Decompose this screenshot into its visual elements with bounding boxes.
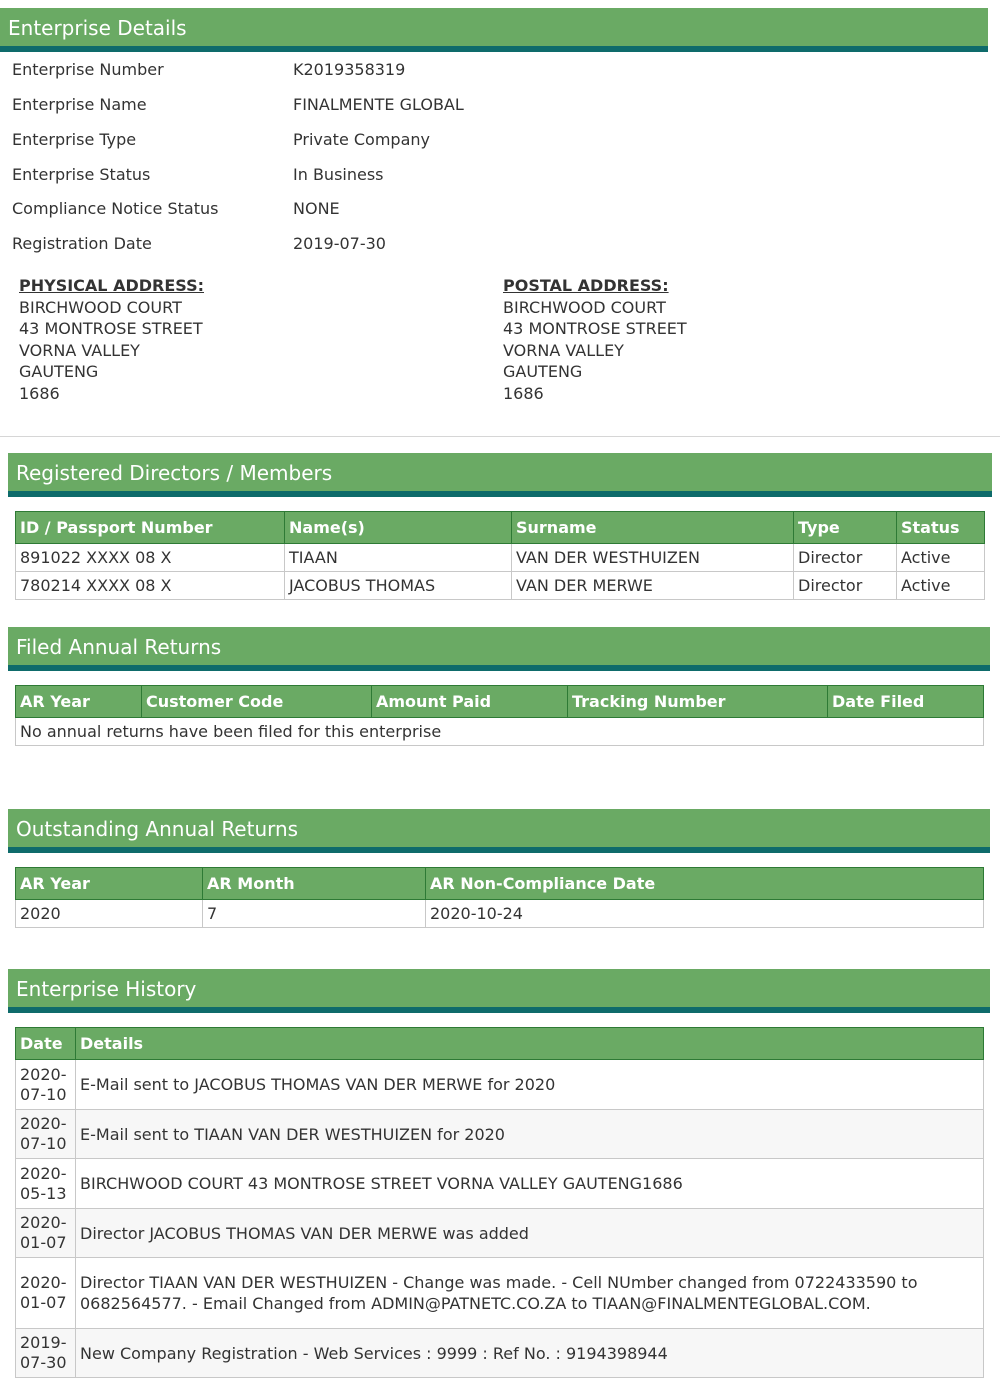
table-cell: VAN DER MERWE bbox=[512, 572, 794, 600]
empty-message: No annual returns have been filed for this enterprise bbox=[16, 718, 984, 746]
postal-address bbox=[503, 275, 687, 404]
table-cell: 780214 XXXX 08 X bbox=[16, 572, 285, 600]
column-header: Name(s) bbox=[285, 512, 512, 544]
history-details: E-Mail sent to JACOBUS THOMAS VAN DER MERWE for 2020 bbox=[76, 1060, 984, 1110]
date-part: 01-07 bbox=[20, 1293, 67, 1312]
table-row bbox=[16, 1110, 984, 1159]
physical-address bbox=[19, 275, 204, 404]
address-line: 43 MONTROSE STREET bbox=[19, 319, 203, 338]
field-value: FINALMENTE GLOBAL bbox=[293, 95, 464, 114]
history-details: Director JACOBUS THOMAS VAN DER MERWE was added bbox=[76, 1209, 984, 1258]
postal-address-heading: POSTAL ADDRESS: bbox=[503, 276, 669, 295]
date-part: 2020- bbox=[20, 1163, 67, 1183]
section-title: Enterprise History bbox=[16, 977, 197, 1001]
history-date bbox=[16, 1329, 76, 1378]
outstanding-returns-table bbox=[15, 867, 984, 928]
field-value: K2019358319 bbox=[293, 60, 406, 79]
date-part: 2019- bbox=[20, 1333, 67, 1352]
history-details: BIRCHWOOD COURT 43 MONTROSE STREET VORNA VALLEY GAUTENG1686 bbox=[76, 1159, 984, 1209]
table-row bbox=[16, 1329, 984, 1378]
table-row bbox=[16, 544, 985, 572]
enterprise-details-header bbox=[0, 8, 988, 52]
history-date bbox=[16, 1258, 76, 1329]
field-value: 2019-07-30 bbox=[293, 234, 386, 253]
column-header: AR Non-Compliance Date bbox=[426, 868, 984, 900]
history-details: New Company Registration - Web Services : 9999 : Ref No. : 9194398944 bbox=[76, 1329, 984, 1378]
section-title: Enterprise Details bbox=[8, 16, 187, 40]
history-details: Director TIAAN VAN DER WESTHUIZEN - Change was made. - Cell NUmber changed from 0722433590 to 0682564577. - Email Changed from ADMIN@PATNETC.CO.ZA to TIAAN@FINALMENTEGLOBAL.COM. bbox=[76, 1258, 984, 1329]
table-row bbox=[16, 1159, 984, 1209]
column-header: ID / Passport Number bbox=[16, 512, 285, 544]
history-date bbox=[16, 1060, 76, 1110]
date-part: 01-07 bbox=[20, 1233, 67, 1252]
table-cell: VAN DER WESTHUIZEN bbox=[512, 544, 794, 572]
column-header: Details bbox=[76, 1028, 984, 1060]
address-line: 43 MONTROSE STREET bbox=[503, 319, 687, 338]
table-row bbox=[16, 718, 984, 746]
physical-address-heading: PHYSICAL ADDRESS: bbox=[19, 276, 204, 295]
field-label: Enterprise Number bbox=[12, 60, 164, 79]
history-date bbox=[16, 1159, 76, 1209]
column-header: Type bbox=[794, 512, 897, 544]
table-cell: TIAAN bbox=[285, 544, 512, 572]
table-row bbox=[16, 900, 984, 928]
date-part: 07-30 bbox=[20, 1353, 67, 1372]
table-cell: 2020 bbox=[16, 900, 203, 928]
table-row bbox=[16, 1258, 984, 1329]
filed-returns-header bbox=[8, 627, 990, 671]
column-header: Date bbox=[16, 1028, 76, 1060]
history-date bbox=[16, 1110, 76, 1159]
section-title: Registered Directors / Members bbox=[16, 461, 333, 485]
directors-header bbox=[8, 453, 992, 497]
table-row bbox=[16, 572, 985, 600]
column-header: Surname bbox=[512, 512, 794, 544]
field-value: Private Company bbox=[293, 130, 430, 149]
date-part: 07-10 bbox=[20, 1134, 67, 1153]
date-part: 2020- bbox=[20, 1114, 67, 1133]
column-header: Tracking Number bbox=[568, 686, 828, 718]
address-line: BIRCHWOOD COURT bbox=[503, 297, 666, 317]
field-label: Registration Date bbox=[12, 234, 152, 253]
table-row bbox=[16, 1209, 984, 1258]
table-cell: Director bbox=[794, 544, 897, 572]
history-header bbox=[8, 969, 990, 1013]
column-header: AR Year bbox=[16, 686, 142, 718]
date-part: 05-13 bbox=[20, 1183, 67, 1203]
field-value: In Business bbox=[293, 165, 384, 184]
column-header: Date Filed bbox=[828, 686, 984, 718]
column-header: Amount Paid bbox=[372, 686, 568, 718]
address-line: GAUTENG bbox=[19, 362, 99, 381]
address-line: 1686 bbox=[19, 383, 60, 403]
table-row bbox=[16, 1060, 984, 1110]
section-title: Outstanding Annual Returns bbox=[16, 817, 299, 841]
address-line: VORNA VALLEY bbox=[503, 340, 624, 360]
table-cell: 891022 XXXX 08 X bbox=[16, 544, 285, 572]
outstanding-returns-header bbox=[8, 809, 990, 853]
filed-returns-table bbox=[15, 685, 984, 746]
table-cell: Director bbox=[794, 572, 897, 600]
table-cell: 7 bbox=[203, 900, 426, 928]
field-label: Compliance Notice Status bbox=[12, 199, 219, 218]
date-part: 07-10 bbox=[20, 1084, 67, 1104]
field-label: Enterprise Name bbox=[12, 95, 147, 114]
date-part: 2020- bbox=[20, 1064, 67, 1084]
column-header: Status bbox=[897, 512, 985, 544]
date-part: 2020- bbox=[20, 1273, 67, 1292]
address-line: VORNA VALLEY bbox=[19, 340, 140, 360]
history-table bbox=[15, 1027, 984, 1378]
field-value: NONE bbox=[293, 199, 340, 218]
table-cell: JACOBUS THOMAS bbox=[285, 572, 512, 600]
table-cell: Active bbox=[897, 572, 985, 600]
column-header: Customer Code bbox=[142, 686, 372, 718]
date-part: 2020- bbox=[20, 1213, 67, 1232]
field-label: Enterprise Status bbox=[12, 165, 151, 184]
column-header: AR Month bbox=[203, 868, 426, 900]
history-date bbox=[16, 1209, 76, 1258]
table-cell: 2020-10-24 bbox=[426, 900, 984, 928]
address-line: GAUTENG bbox=[503, 362, 583, 381]
section-divider bbox=[0, 436, 1000, 437]
section-title: Filed Annual Returns bbox=[16, 635, 222, 659]
field-label: Enterprise Type bbox=[12, 130, 137, 149]
address-line: BIRCHWOOD COURT bbox=[19, 297, 182, 317]
directors-table bbox=[15, 511, 985, 600]
history-details: E-Mail sent to TIAAN VAN DER WESTHUIZEN for 2020 bbox=[76, 1110, 984, 1159]
address-line: 1686 bbox=[503, 383, 544, 403]
table-cell: Active bbox=[897, 544, 985, 572]
column-header: AR Year bbox=[16, 868, 203, 900]
